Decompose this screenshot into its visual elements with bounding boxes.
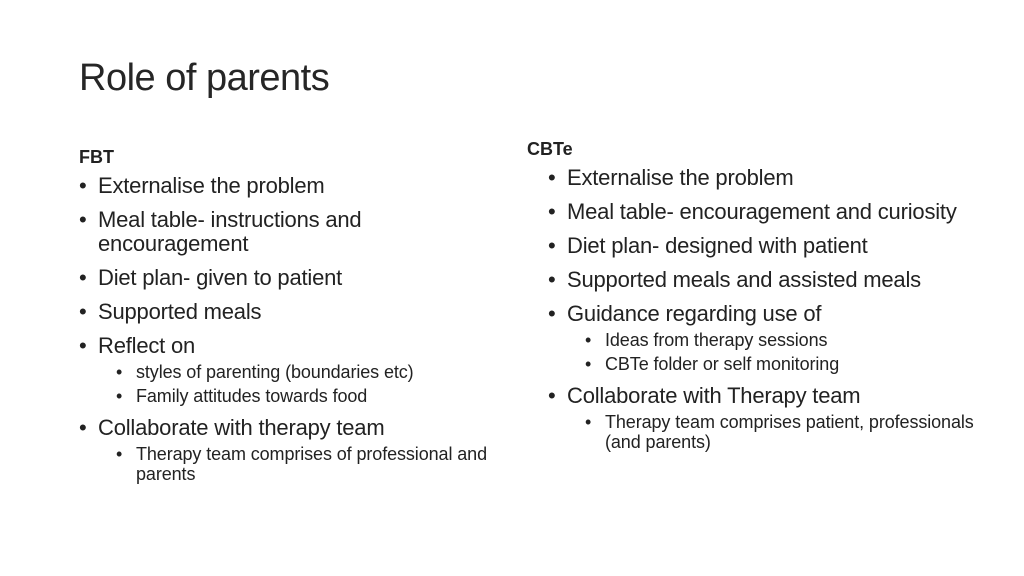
fbt-item: • Reflect on • styles of parenting (boundaries etc) • Family attitudes towards food xyxy=(79,334,509,406)
cbte-item: • Supported meals and assisted meals xyxy=(548,268,997,292)
fbt-item: • Externalise the problem xyxy=(79,174,509,198)
cbte-item: • Meal table- encouragement and curiosity xyxy=(548,200,997,224)
cbte-subitem: • Ideas from therapy sessions xyxy=(567,330,997,350)
fbt-subitem: • Therapy team comprises of professional and parents xyxy=(98,444,509,484)
fbt-item: • Supported meals xyxy=(79,300,509,324)
cbte-sublist xyxy=(567,330,997,374)
cbte-sublist xyxy=(567,412,997,452)
fbt-heading: FBT xyxy=(79,147,114,167)
cbte-column xyxy=(527,139,997,452)
cbte-subitem: • CBTe folder or self monitoring xyxy=(567,354,997,374)
cbte-subitem: • Therapy team comprises patient, professionals (and parents) xyxy=(567,412,997,452)
fbt-subitem: • Family attitudes towards food xyxy=(98,386,509,406)
cbte-list xyxy=(527,166,997,452)
fbt-item: • Collaborate with therapy team • Therapy team comprises of professional and parents xyxy=(79,416,509,484)
cbte-item: • Collaborate with Therapy team • Therapy team comprises patient, professionals (and parents) xyxy=(548,384,997,452)
fbt-subitem: • styles of parenting (boundaries etc) xyxy=(98,362,509,382)
fbt-item: • Meal table- instructions and encouragement xyxy=(79,208,509,256)
fbt-column xyxy=(79,147,509,484)
cbte-item: • Guidance regarding use of • Ideas from therapy sessions • CBTe folder or self monitoring xyxy=(548,302,997,374)
fbt-sublist xyxy=(98,444,509,484)
fbt-sublist xyxy=(98,362,509,406)
cbte-item: • Diet plan- designed with patient xyxy=(548,234,997,258)
fbt-item: • Diet plan- given to patient xyxy=(79,266,509,290)
cbte-heading: CBTe xyxy=(527,139,573,159)
slide-title: Role of parents xyxy=(79,57,330,99)
cbte-item: • Externalise the problem xyxy=(548,166,997,190)
fbt-list xyxy=(79,174,509,484)
